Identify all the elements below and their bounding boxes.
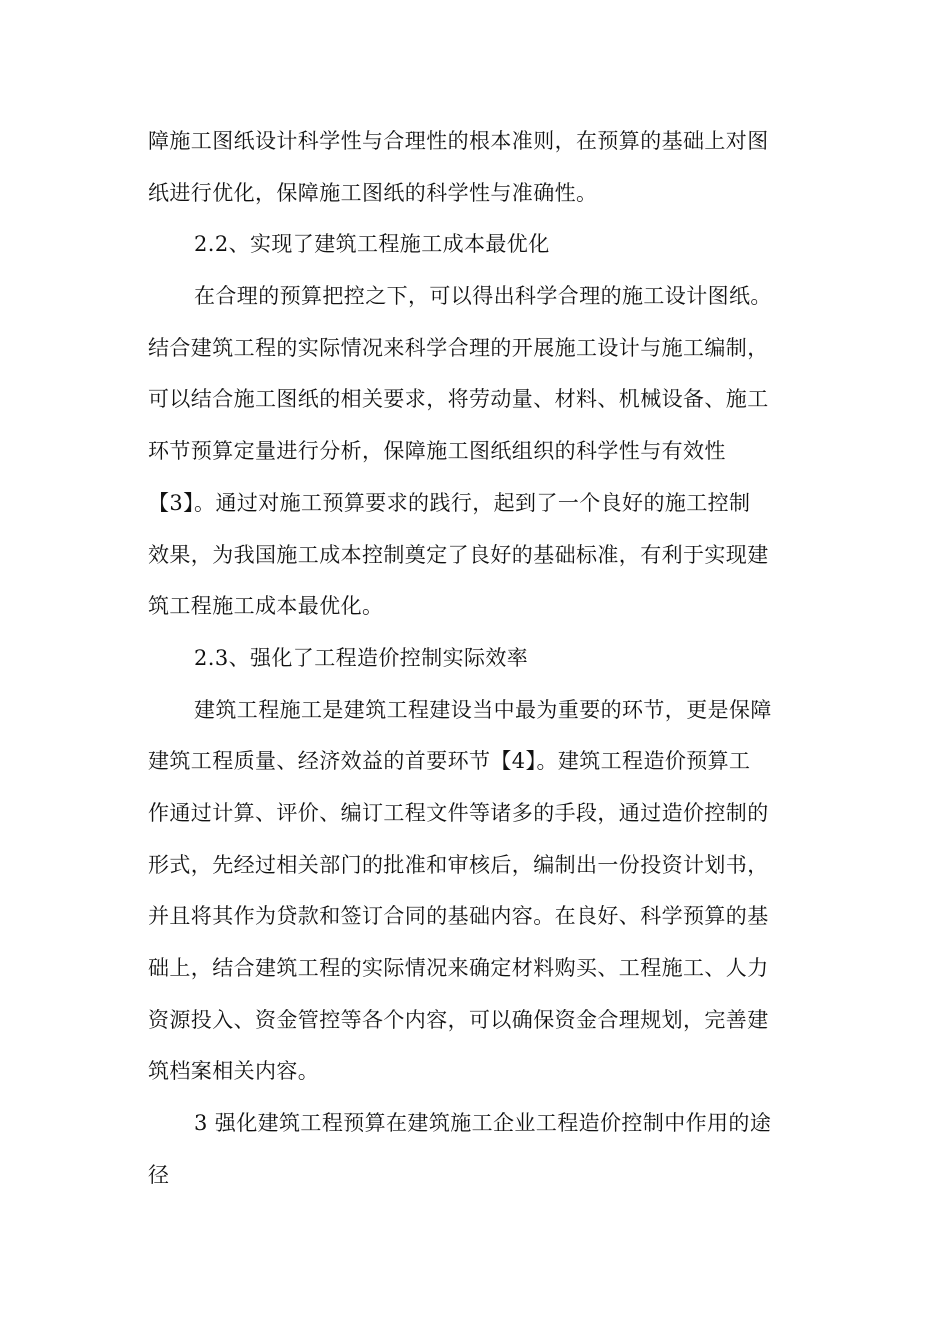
- text-line: 作通过计算、评价、编订工程文件等诸多的手段，通过造价控制的: [148, 800, 769, 825]
- section-heading-3: 3 强化建筑工程预算在建筑施工企业工程造价控制中作用的途: [194, 1111, 772, 1136]
- text-line: 结合建筑工程的实际情况来科学合理的开展施工设计与施工编制，: [148, 335, 769, 360]
- text-line: 环节预算定量进行分析，保障施工图纸组织的科学性与有效性: [148, 439, 726, 464]
- text-line: 形式，先经过相关部门的批准和审核后，编制出一份投资计划书，: [148, 852, 769, 877]
- text-line: 障施工图纸设计科学性与合理性的根本准则，在预算的基础上对图: [148, 129, 769, 153]
- section-heading-2-2: 2.2、实现了建筑工程施工成本最优化: [194, 232, 550, 257]
- text-line: 建筑工程质量、经济效益的首要环节【4】。建筑工程造价预算工: [148, 749, 751, 774]
- body-text: [148, 116, 802, 1201]
- text-line: 径: [148, 1162, 170, 1187]
- text-line: 【3】。通过对施工预算要求的践行，起到了一个良好的施工控制: [148, 490, 751, 515]
- text-line: 纸进行优化，保障施工图纸的科学性与准确性。: [148, 180, 598, 205]
- text-line: 础上，结合建筑工程的实际情况来确定材料购买、工程施工、人力: [148, 956, 769, 980]
- text-line: 可以结合施工图纸的相关要求，将劳动量、材料、机械设备、施工: [148, 387, 769, 412]
- text-line: 筑档案相关内容。: [148, 1059, 320, 1084]
- text-line: 建筑工程施工是建筑工程建设当中最为重要的环节，更是保障: [194, 697, 772, 722]
- text-line: 效果，为我国施工成本控制奠定了良好的基础标准，有利于实现建: [148, 542, 769, 567]
- section-heading-2-3: 2.3、强化了工程造价控制实际效率: [194, 645, 529, 670]
- text-line: 资源投入、资金管控等各个内容，可以确保资金合理规划，完善建: [148, 1007, 769, 1032]
- text-line: 在合理的预算把控之下，可以得出科学合理的施工设计图纸。: [194, 284, 772, 309]
- text-line: 筑工程施工成本最优化。: [148, 594, 384, 619]
- text-line: 并且将其作为贷款和签订合同的基础内容。在良好、科学预算的基: [148, 904, 769, 929]
